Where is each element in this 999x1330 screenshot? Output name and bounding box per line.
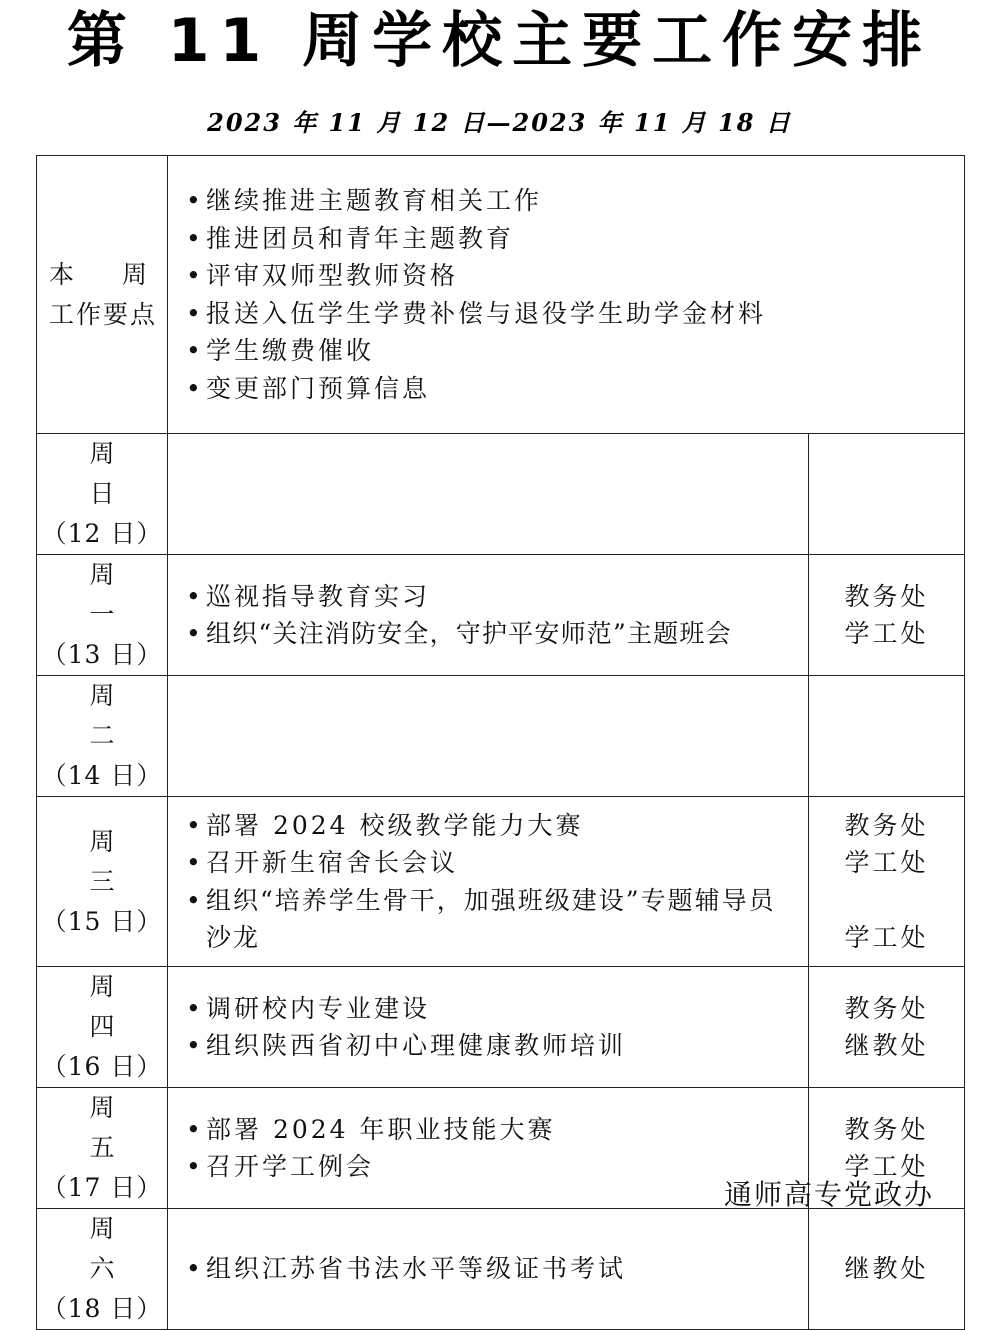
day-date: （18 日） [41, 1294, 163, 1323]
day-cell [37, 676, 168, 797]
focus-item: • 学生缴费催收 [182, 332, 964, 370]
day-date: （12 日） [41, 519, 163, 548]
focus-list [168, 182, 964, 407]
tasks-cell [168, 676, 809, 797]
task-item: • 召开新生宿舍长会议 [182, 844, 808, 882]
signature: 通师高专党政办 [723, 1178, 934, 1211]
task-item: • 组织“关注消防安全，守护平安师范”主题班会 [182, 615, 808, 653]
day-date: （14 日） [41, 761, 163, 790]
focus-label-a: 本 [49, 259, 75, 289]
day-name: 周五 [89, 1093, 145, 1162]
day-name: 周四 [89, 972, 145, 1041]
day-row-thursday [37, 967, 965, 1088]
day-name: 周二 [89, 681, 145, 750]
dept-item: 教务处 [844, 993, 929, 1023]
day-row-monday [37, 555, 965, 676]
tasks-cell [168, 434, 809, 555]
day-row-tuesday [37, 676, 965, 797]
task-item: • 部署 2024 校级教学能力大赛 [182, 807, 808, 845]
day-cell [37, 797, 168, 967]
focus-label-line2: 工作要点 [49, 299, 158, 329]
schedule-table [36, 155, 965, 1330]
tasks-cell [168, 967, 809, 1088]
date-range: 2023 年 11 月 12 日—2023 年 11 月 18 日 [207, 108, 792, 137]
day-cell [37, 967, 168, 1088]
day-name: 周三 [89, 826, 145, 896]
day-cell [37, 1088, 168, 1209]
focus-item: • 报送入伍学生学费补偿与退役学生助学金材料 [182, 295, 964, 333]
dept-item: 教务处 [844, 1114, 929, 1144]
day-cell [37, 555, 168, 676]
task-item: • 部署 2024 年职业技能大赛 [182, 1111, 808, 1149]
focus-items-cell [168, 156, 965, 434]
day-name: 周六 [89, 1214, 145, 1283]
day-row-saturday [37, 1209, 965, 1330]
tasks-cell [168, 1088, 809, 1209]
day-date: （16 日） [41, 1052, 163, 1081]
focus-item: • 继续推进主题教育相关工作 [182, 182, 964, 220]
dept-cell [809, 555, 965, 676]
day-date: （17 日） [41, 1173, 163, 1202]
dept-item: 学工处 [844, 923, 929, 952]
focus-item: • 评审双师型教师资格 [182, 257, 964, 295]
day-name: 周一 [89, 560, 145, 629]
page-title: 第 11 周学校主要工作安排 [66, 6, 933, 76]
dept-item: 继教处 [844, 1254, 929, 1284]
dept-cell [809, 434, 965, 555]
tasks-cell [168, 1209, 809, 1330]
dept-cell [809, 676, 965, 797]
tasks-cell [168, 797, 809, 967]
task-item: • 召开学工例会 [182, 1148, 808, 1186]
day-date: （13 日） [41, 640, 163, 669]
task-item: • 组织“培养学生骨干，加强班级建设”专题辅导员沙龙 [182, 882, 808, 957]
tasks-cell [168, 555, 809, 676]
dept-item: 继教处 [844, 1031, 929, 1060]
dept-item: 学工处 [844, 1152, 929, 1181]
dept-cell [809, 797, 965, 967]
dept-item: 教务处 [844, 810, 929, 840]
day-row-sunday [37, 434, 965, 555]
day-cell [37, 434, 168, 555]
focus-label-cell [37, 156, 168, 434]
dept-item: 学工处 [844, 848, 929, 877]
dept-item [809, 882, 964, 920]
focus-label-b: 周 [122, 259, 148, 289]
focus-item: • 推进团员和青年主题教育 [182, 220, 964, 258]
day-cell [37, 1209, 168, 1330]
day-name: 周日 [89, 439, 145, 508]
dept-cell [809, 967, 965, 1088]
task-item: • 调研校内专业建设 [182, 990, 808, 1028]
task-item: • 组织江苏省书法水平等级证书考试 [182, 1250, 808, 1288]
focus-row [37, 156, 965, 434]
day-row-wednesday [37, 797, 965, 967]
task-item: • 组织陕西省初中心理健康教师培训 [182, 1027, 808, 1065]
day-date: （15 日） [41, 906, 163, 936]
dept-item: 教务处 [844, 581, 929, 611]
dept-item: 学工处 [844, 619, 929, 648]
task-item: • 巡视指导教育实习 [182, 578, 808, 616]
focus-item: • 变更部门预算信息 [182, 370, 964, 408]
dept-cell [809, 1209, 965, 1330]
